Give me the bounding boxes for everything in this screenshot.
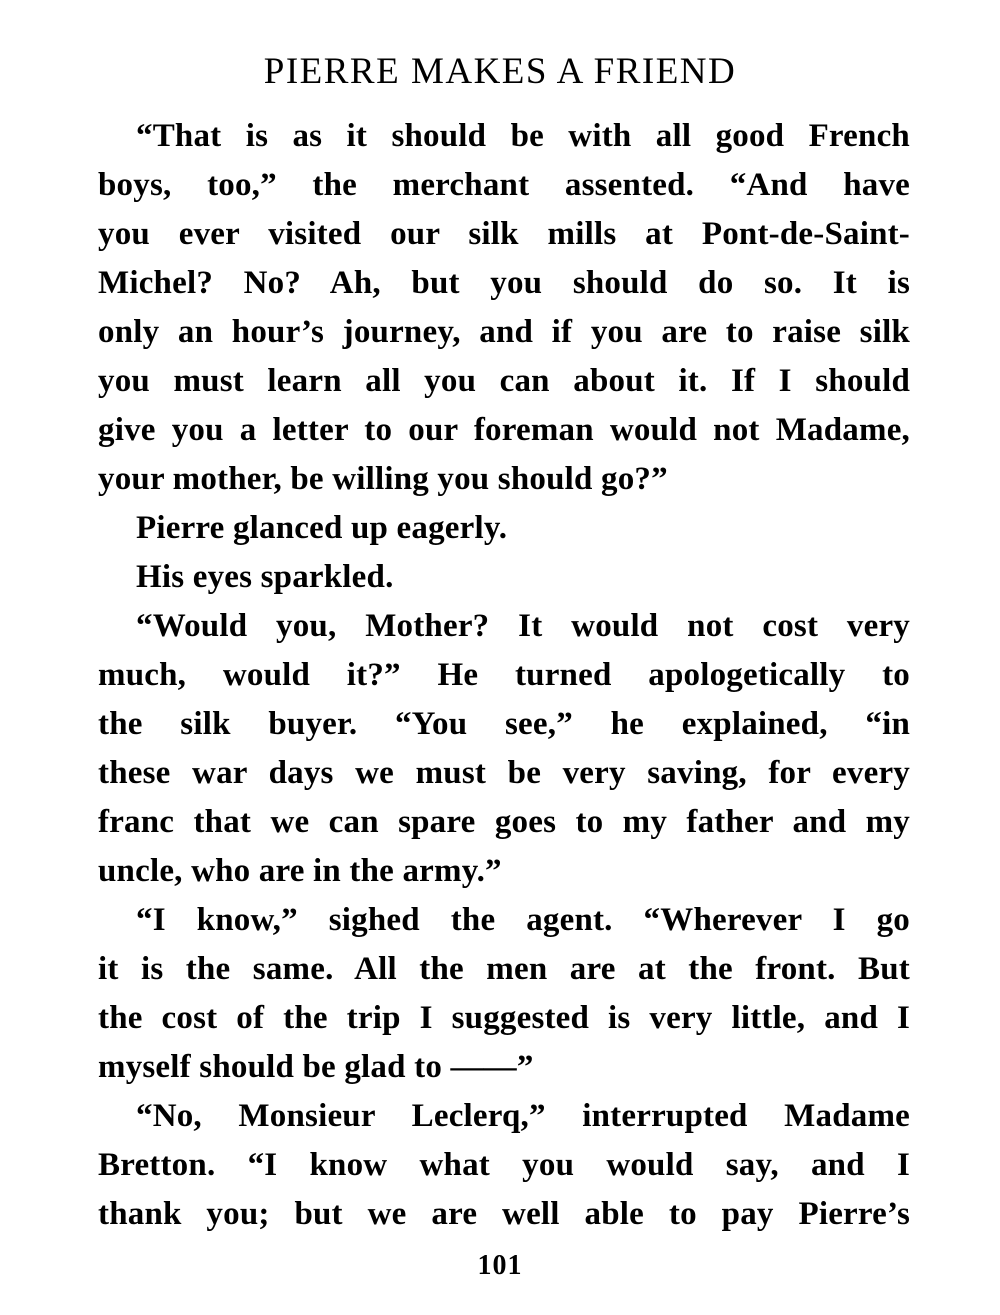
text-line: boys, too,” the merchant assented. “And have (98, 167, 910, 203)
text-line: “No, Monsieur Leclerq,” interrupted Madame (136, 1098, 910, 1134)
text-line: His eyes sparkled. (136, 559, 394, 595)
text-line: the silk buyer. “You see,” he explained, “in (98, 706, 910, 742)
text-line: the cost of the trip I suggested is very little, and I (98, 1000, 910, 1036)
text-line: Bretton. “I know what you would say, and I (98, 1147, 910, 1183)
text-line: these war days we must be very saving, for every (98, 755, 910, 791)
text-line: you ever visited our silk mills at Pont-de-Saint- (98, 216, 910, 252)
text-line: only an hour’s journey, and if you are to raise silk (98, 314, 910, 350)
text-line: uncle, who are in the army.” (98, 853, 502, 889)
text-line: myself should be glad to ——” (98, 1049, 534, 1085)
text-line: Michel? No? Ah, but you should do so. It is (98, 265, 910, 301)
text-line: franc that we can spare goes to my father and my (98, 804, 910, 840)
body-text (98, 112, 910, 1239)
text-line: you must learn all you can about it. If I should (98, 363, 910, 399)
text-line: your mother, be willing you should go?” (98, 461, 668, 497)
text-line: thank you; but we are well able to pay Pierre’s (98, 1196, 910, 1232)
text-line: it is the same. All the men are at the front. But (98, 951, 910, 987)
text-line: “That is as it should be with all good French (136, 118, 910, 154)
page-number: 101 (477, 1250, 523, 1281)
text-line: give you a letter to our foreman would not Madame, (98, 412, 910, 448)
text-line: Pierre glanced up eagerly. (136, 510, 508, 546)
text-line: “I know,” sighed the agent. “Wherever I go (136, 902, 910, 938)
text-line: “Would you, Mother? It would not cost very (136, 608, 910, 644)
text-line: much, would it?” He turned apologetically to (98, 657, 910, 693)
running-head: PIERRE MAKES A FRIEND (263, 51, 737, 92)
